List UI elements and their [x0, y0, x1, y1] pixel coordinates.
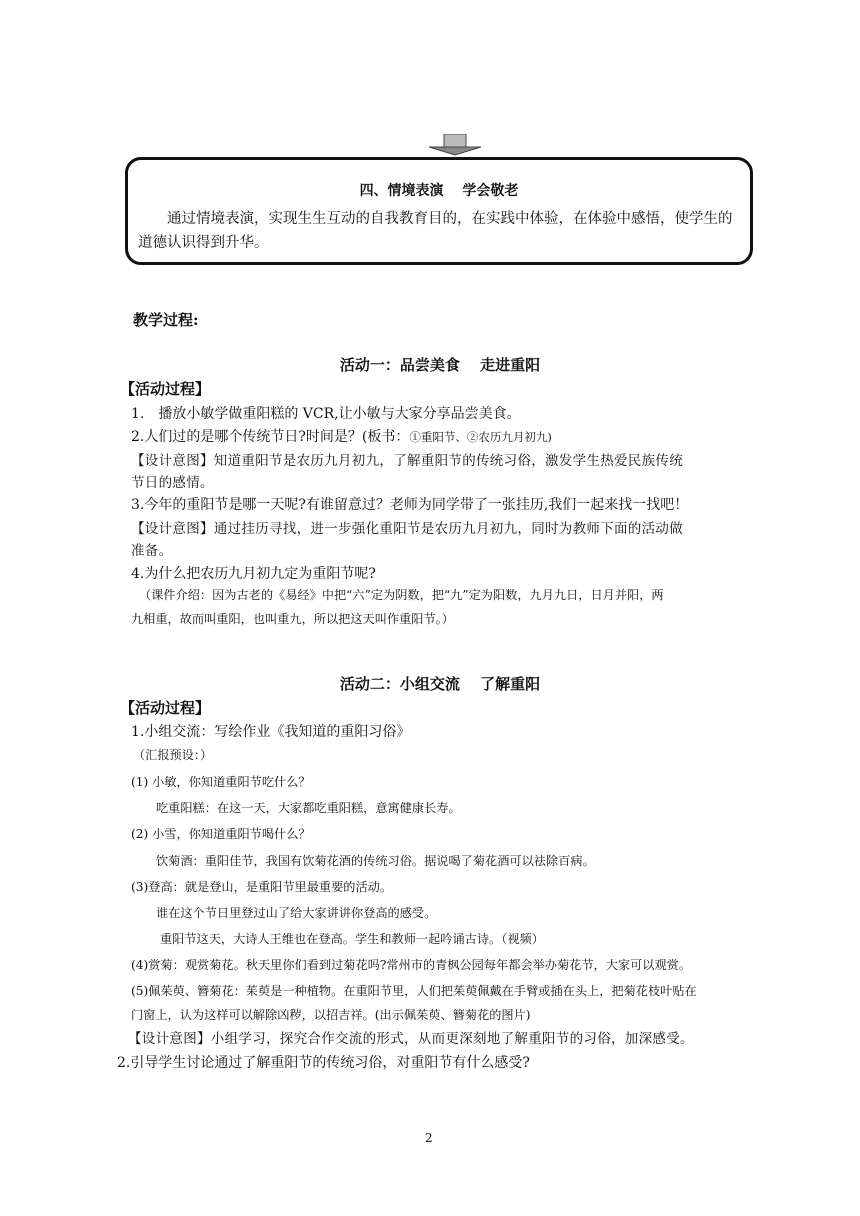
activity1-courseware-line2: 九相重，故而叫重阳，也叫重九，所以把这天叫作重阳节。） — [131, 612, 454, 626]
activity1-process-label: 【活动过程】 — [120, 380, 211, 398]
activity2-q4: (4)赏菊：观赏菊花。秋天里你们看到过菊花吗?常州市的青枫公园每年都会举办菊花节，大家可以观赏。 — [131, 958, 692, 972]
activity1-item3: 3.今年的重阳节是哪一天呢?有谁留意过？老师为同学带了一张挂历,我们一起来找一找吧！ — [131, 497, 689, 513]
activity1-item2-main: 2.人们过的是哪个传统节日?时间是？(板书： — [131, 429, 410, 445]
activity1-intent1-line2: 节日的感情。 — [131, 475, 214, 491]
activity2-q1: (1) 小敏，你知道重阳节吃什么？ — [131, 775, 311, 789]
activity1-intent2-line1: 【设计意图】通过挂历寻找，进一步强化重阳节是农历九月初九，同时为教师下面的活动做 — [131, 521, 683, 537]
activity2-q3: (3)登高：就是登山，是重阳节里最重要的活动。 — [131, 880, 393, 894]
activity2-intent: 【设计意图】小组学习，探究合作交流的形式，从而更深刻地了解重阳节的习俗，加深感受。 — [128, 1031, 694, 1047]
activity2-a1: 吃重阳糕：在这一天，大家都吃重阳糕，意寓健康长寿。 — [156, 801, 461, 815]
activity1-item1: 1. 播放小敏学做重阳糕的 VCR,让小敏与大家分享品尝美食。 — [131, 406, 521, 422]
teaching-process-label: 教学过程: — [133, 311, 199, 329]
activity1-courseware-line1: （课件介绍：因为古老的《易经》中把“六”定为阴数，把“九”定为阳数，九月九日，日月并阳，两 — [139, 588, 664, 602]
activity1-item2 — [131, 426, 552, 446]
section-description: 通过情境表演，实现生生互动的自我教育目的，在实践中体验，在体验中感悟，使学生的道德认识得到升华。 — [138, 211, 733, 251]
activity2-q2: (2) 小雪，你知道重阳节喝什么？ — [131, 827, 311, 841]
activity2-a2: 饮菊酒：重阳佳节，我国有饮菊花酒的传统习俗。据说喝了菊花酒可以祛除百病。 — [156, 854, 595, 868]
activity1-title: 活动一：品尝美食 走进重阳 — [339, 356, 541, 374]
page-number: 2 — [425, 1131, 433, 1145]
activity2-a3a: 谁在这个节日里登过山了给大家讲讲你登高的感受。 — [156, 906, 437, 920]
section-box — [125, 157, 753, 265]
activity2-item2: 2.引导学生讨论通过了解重阳节的传统习俗，对重阳节有什么感受? — [117, 1055, 530, 1071]
activity2-q5-line2: 门窗上，认为这样可以解除凶秽，以招吉祥。(出示佩茱萸、簪菊花的图片) — [131, 1008, 531, 1022]
activity2-title: 活动二：小组交流 了解重阳 — [339, 675, 541, 693]
activity1-intent1-line1: 【设计意图】知道重阳节是农历九月初九，了解重阳节的传统习俗，激发学生热爱民族传统 — [131, 453, 683, 469]
down-arrow-icon — [428, 134, 482, 156]
activity2-a3b: 重阳节这天，大诗人王维也在登高。学生和教师一起吟诵古诗。（视频） — [160, 932, 544, 946]
activity1-intent2-line2: 准备。 — [131, 543, 173, 559]
activity1-item4: 4.为什么把农历九月初九定为重阳节呢? — [131, 566, 376, 582]
activity2-item1: 1.小组交流：写绘作业《我知道的重阳习俗》 — [131, 724, 411, 740]
section-title: 四、情境表演 学会敬老 — [359, 183, 519, 199]
activity2-preset: （汇报预设：） — [133, 748, 213, 762]
activity2-q5-line1: (5)佩茱萸、簪菊花：茱萸是一种植物。在重阳节里，人们把茱萸佩戴在手臂或插在头上，把菊花枝叶贴在 — [131, 984, 697, 998]
activity2-process-label: 【活动过程】 — [120, 699, 211, 717]
activity1-item2-board: ①重阳节、②农历九月初九) — [409, 430, 552, 444]
